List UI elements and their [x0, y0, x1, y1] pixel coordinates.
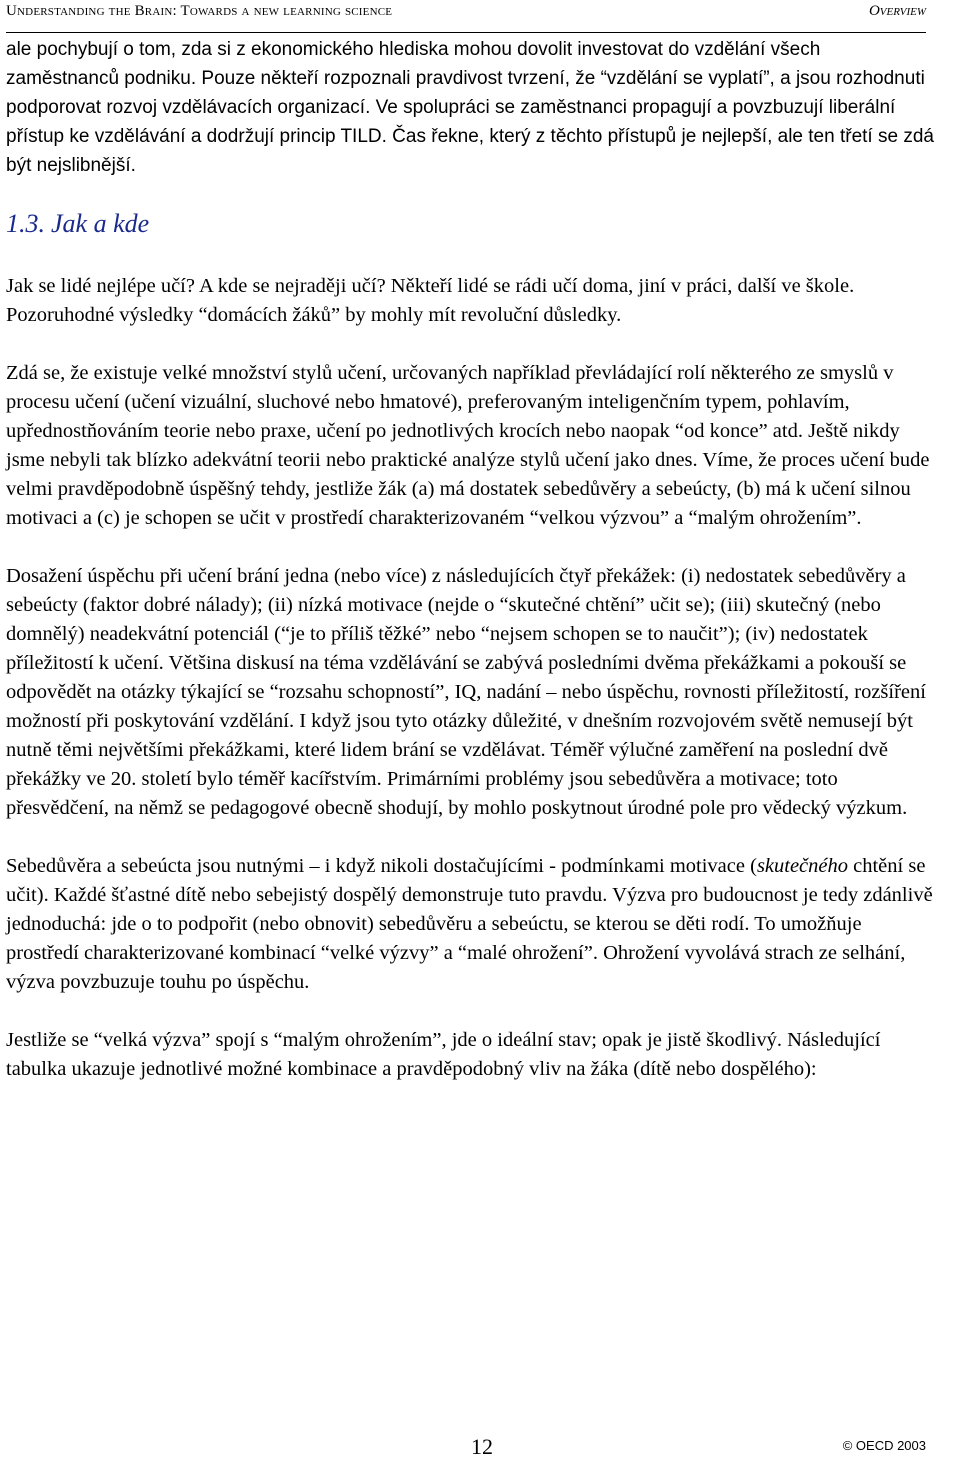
- body-text: [6, 35, 934, 1113]
- paragraph-confidence-end: chtění se učit). Každé šťastné dítě nebo sebejistý dospělý demonstruje tuto pravdu. Výzva pro budoucnost je tedy zdánlivě jednoduchá: jde o to podpořit (nebo obnovit) sebedůvěru a sebeúctu, se kterou se děti rodí. To umožňuje prostředí charakterizované kombinací “velké výzvy” a “malé ohrožení”. Ohrožení vyvolává strach ze selhání, výzva povzbuzuje touhu po úspěchu.: [6, 855, 933, 993]
- paragraph-learning-styles: Zdá se, že existuje velké množství stylů učení, určovaných například převládající rolí některého ze smyslů v procesu učení (učení vizuální, sluchové nebo hmatové), preferovaným inteligenčním typem, pohlavím, upřednostňováním teorie nebo praxe, učení po jednotlivých krocích nebo naopak “od konce” atd. Ještě nikdy jsme nebyli tak blízko adekvátní teorii nebo praktické analýze stylů učení jako dnes. Víme, že proces učení bude velmi pravděpodobně úspěšný tehdy, jestliže žák (a) má dostatek sebedůvěry a sebeúcty, (b) má k učení silnou motivaci a (c) je schopen se učit v prostředí charakterizovaném “velkou výzvou” a “malým ohrožením”.: [6, 362, 930, 529]
- page-number: 12: [471, 1434, 493, 1459]
- section-number: 1.3.: [6, 209, 45, 238]
- running-header: [6, 0, 926, 33]
- copyright-notice: © OECD 2003: [842, 1438, 926, 1453]
- paragraph-continued: ale pochybují o tom, zda si z ekonomického hlediska mohou dovolit investovat do vzdělání všech zaměstnanců podniku. Pouze někteří rozpoznali pravdivost tvrzení, že “vzdělání se vyplatí”, a jsou rozhodnuti podporovat rozvoj vzdělávacích organizací. Ve spolupráci se zaměstnanci propagují a povzbuzují liberální přístup ke vzdělávání a dodržují princip TILD. Čas řekne, který z těchto přístupů je nejlepší, ale ten třetí se zdá být nejslibnější.: [6, 39, 934, 176]
- paragraph-how-where: Jak se lidé nejlépe učí? A kde se nejraději učí? Někteří lidé se rádi učí doma, jiní v práci, další ve škole. Pozoruhodné výsledky “domácích žáků” by mohly mít revoluční důsledky.: [6, 275, 855, 326]
- section-title: Jak a kde: [51, 209, 150, 238]
- header-section-title: Overview: [868, 3, 926, 19]
- page-footer: [6, 1434, 926, 1460]
- header-book-title: Understanding the Brain: Towards a new learning science: [6, 3, 393, 19]
- paragraph-confidence-emphasis: skutečného: [756, 855, 849, 877]
- paragraph-challenge-threat: Jestliže se “velká výzva” spojí s “malým ohrožením”, jde o ideální stav; opak je jistě škodlivý. Následující tabulka ukazuje jednotlivé možné kombinace a pravděpodobný vliv na žáka (dítě nebo dospělého):: [6, 1029, 881, 1080]
- section-heading: [6, 209, 934, 239]
- paragraph-confidence-start: Sebedůvěra a sebeúcta jsou nutnými – i když nikoli dostačujícími - podmínkami motivace (: [6, 855, 757, 877]
- paragraph-obstacles: Dosažení úspěchu při učení brání jedna (nebo více) z následujících čtyř překážek: (i) nedostatek sebedůvěry a sebeúcty (faktor dobré nálady); (ii) nízká motivace (nejde o “skutečné chtění” učit se); (iii) skutečný (nebo domnělý) neadekvátní potenciál (“je to příliš těžké” nebo “nejsem schopen se to naučit”); (iv) nedostatek příležitostí k učení. Většina diskusí na téma vzdělávání se zabývá posledními dvěma překážkami a pokouší se odpovědět na otázky týkající se “rozsahu schopností”, IQ, nadání – nebo úspěchu, rovnosti příležitostí, rozšíření možností při poskytování vzdělání. I když jsou tyto otázky důležité, v dnešním rozvojovém světě nemusejí být nutně těmi největšími překážkami, které lidem brání se vzdělávat. Téměř výlučné zaměření na poslední dvě překážky ve 20. století bylo téměř kacířstvím. Primárními problémy jsou sebedůvěra a motivace; toto přesvědčení, na němž se pedagogové obecně shodují, by mohlo poskytnout úrodné pole pro vědecký výzkum.: [6, 565, 926, 819]
- paragraph-confidence: [6, 852, 934, 997]
